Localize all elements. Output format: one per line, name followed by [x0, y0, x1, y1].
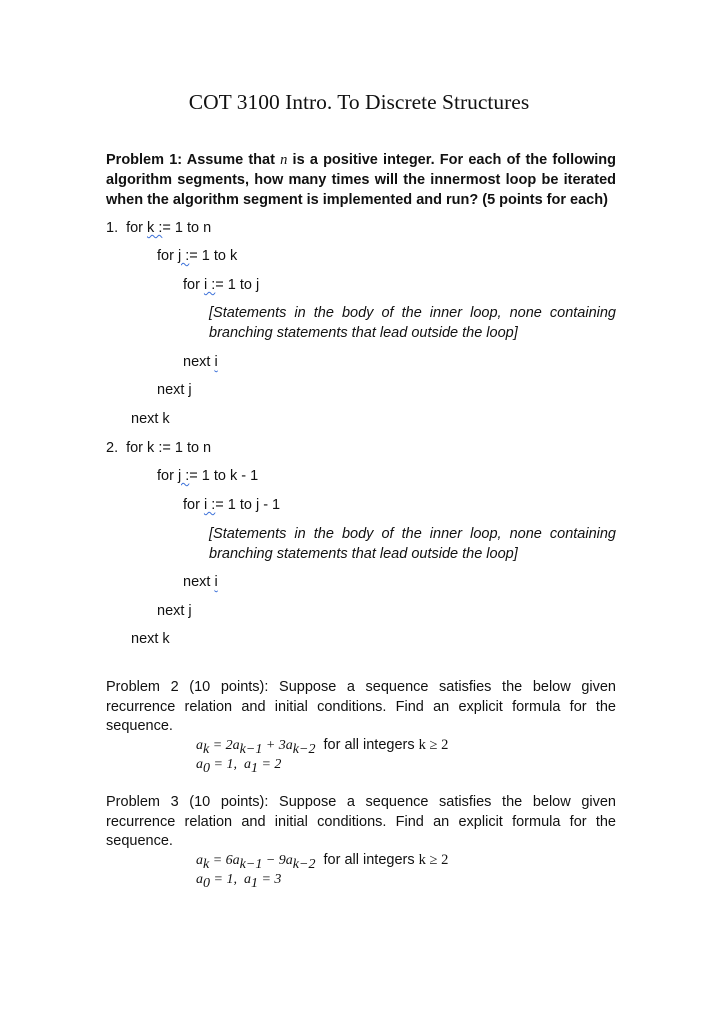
p2-eq2-val1: = 2: [257, 757, 282, 772]
p1-part1-for-k: [106, 218, 211, 238]
p1-part1-for-j: [157, 246, 237, 266]
p1-part2-i-rest: = 1 to j - 1: [215, 497, 281, 513]
p3-eq2-sub1: 1: [250, 875, 258, 891]
document-title: COT 3100 Intro. To Discrete Structures: [188, 90, 530, 114]
p1-part1-j-rest: = 1 to k: [189, 248, 238, 264]
p1-part2-next-i-kw: next: [183, 574, 215, 590]
problem2-statement: Problem 2 (10 points): Suppose a sequence satisfies the below given recurrence relation and initial conditions. Find an explicit formula for the sequence.: [106, 679, 616, 734]
p1-part1-next-i-var: i: [214, 354, 218, 370]
p3-eq1-a-sub: k: [203, 856, 210, 872]
p1-part2-j-rest: = 1 to k - 1: [189, 468, 259, 484]
p1-part1-loop-body: [Statements in the body of the inner loop, none containing branching statements that lead outside the loop]: [209, 305, 616, 341]
p1-part1-i-kw: for: [183, 277, 204, 293]
p1-part1-j-var: j :: [177, 248, 190, 264]
p3-eq2-a0: a: [196, 872, 203, 887]
p1-part2-next-i: [183, 572, 218, 592]
p1-part2-next-j: next j: [157, 603, 192, 619]
p1-part2-number: 2.: [106, 440, 119, 456]
p1-part2-for-k-text: for k := 1 to n: [126, 440, 212, 456]
p1-part1-next-k: next k: [131, 411, 170, 427]
problem3-statement: Problem 3 (10 points): Suppose a sequence satisfies the below given recurrence relation and initial conditions. Find an explicit formula for the sequence.: [106, 794, 616, 849]
p1-part2-j-var: j :: [177, 468, 190, 484]
p1-part1-i-rest: = 1 to j: [215, 277, 260, 293]
p2-eq1-tail: for all integers: [315, 737, 419, 753]
p1-part2-next-i-var: i: [214, 574, 218, 590]
p1-part1-for-i: [183, 275, 259, 295]
p3-eq1-a: a: [196, 853, 203, 868]
p1-part1-j-kw: for: [157, 248, 178, 264]
problem1-intro-b: is a positive integer. For each of the following algorithm segments, how many times will the innermost loop be iterated when the algorithm segment is implemented and run? (5 points for each): [106, 152, 616, 208]
p1-part2-i-var: i :: [203, 497, 216, 513]
p1-part1-k-rest: = 1 to n: [162, 220, 212, 236]
p1-part2-i-kw: for: [183, 497, 204, 513]
p2-eq1-mid2: + 3a: [262, 738, 293, 753]
p3-eq1-mid1: = 6a: [209, 853, 240, 868]
p3-eq2-val1: = 3: [257, 872, 282, 887]
p2-eq2-sub1: 1: [250, 760, 258, 776]
p3-eq1-sub2: k−2: [292, 856, 316, 872]
p3-eq1-mid2: − 9a: [262, 853, 293, 868]
p1-part2-for-j: [157, 466, 258, 486]
p2-eq1-mid1: = 2a: [209, 738, 240, 753]
problem1-var-n: n: [280, 152, 288, 168]
p1-part1-next-j: next j: [157, 382, 192, 398]
problem1-intro-a: Problem 1: Assume that: [106, 152, 281, 168]
p1-part1-for-kw: for: [126, 220, 148, 236]
p1-part1-k-var: k :: [147, 220, 163, 236]
problem2-initial-conditions: [196, 755, 281, 778]
p2-eq2-a0: a: [196, 757, 203, 772]
p3-eq2-val0: = 1, a: [210, 872, 251, 887]
p1-part1-number: 1.: [106, 220, 119, 236]
p2-eq2-val0: = 1, a: [210, 757, 251, 772]
p1-part2-next-k: next k: [131, 631, 170, 647]
p2-eq1-a-sub: k: [203, 741, 210, 757]
p1-part1-next-i-kw: next: [183, 354, 215, 370]
p2-eq1-sub2: k−2: [292, 741, 316, 757]
p2-eq2-sub0: 0: [203, 760, 210, 776]
p1-part2-loop-body: [Statements in the body of the inner loop, none containing branching statements that lead outside the loop]: [209, 526, 616, 562]
p1-part1-next-i: [183, 352, 218, 372]
p1-part2-j-kw: for: [157, 468, 178, 484]
p2-eq1-a: a: [196, 738, 203, 753]
p3-eq1-sub1: k−1: [239, 856, 263, 872]
p1-part1-i-var: i :: [203, 277, 216, 293]
p2-eq1-cond: k ≥ 2: [418, 737, 449, 753]
problem3-initial-conditions: [196, 870, 281, 893]
p1-part2-for-k: [106, 438, 211, 458]
p1-part2-for-i: [183, 495, 280, 515]
p2-eq1-sub1: k−1: [239, 741, 263, 757]
p3-eq2-sub0: 0: [203, 875, 210, 891]
p3-eq1-cond: k ≥ 2: [418, 852, 449, 868]
p3-eq1-tail: for all integers: [315, 852, 419, 868]
problem1-statement: [106, 150, 616, 210]
